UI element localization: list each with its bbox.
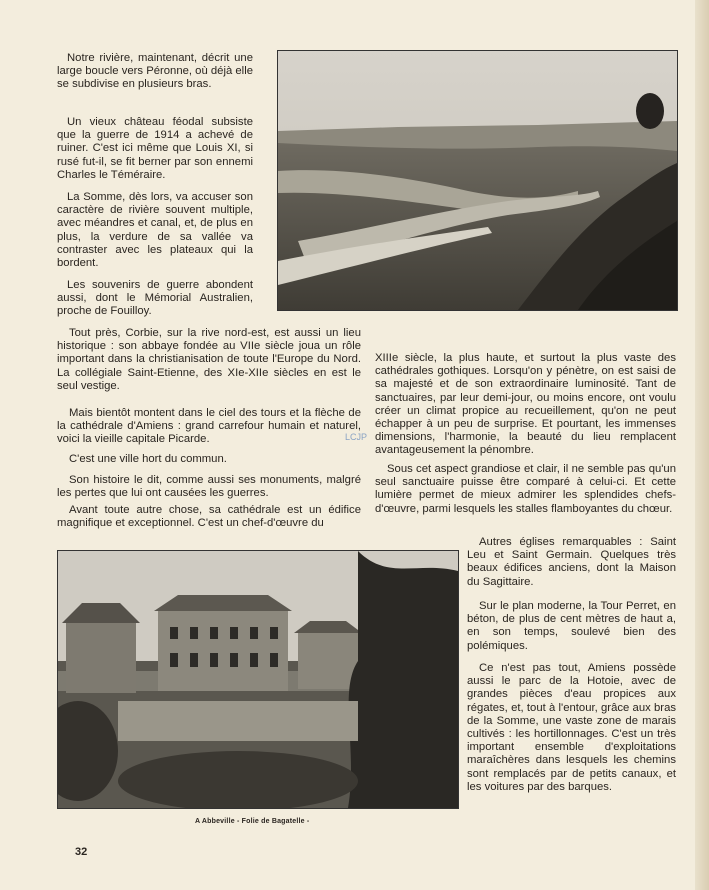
paragraph-tour-perret: Sur le plan moderne, la Tour Perret, en béton, de plus de cent mètres de haut a, en son temps, soulevé bien des polémiques. [467,600,676,652]
paragraph-histoire: Son histoire le dit, comme aussi ses monuments, malgré les pertes que lui ont causées les guerres. [57,474,361,500]
river-landscape-image [278,51,677,310]
paragraph-corbie: Tout près, Corbie, sur la rive nord-est, est aussi un lieu historique : son abbaye fondée au VIIe siècle joua un rôle important dans la christianisation de toute l'Europe du Nord. La collégiale Saint-Etienne, des XIe-XIIe siècles en est le seul vestige. [57,327,361,392]
paragraph-amiens: Mais bientôt montent dans le ciel des tours et la flèche de la cathédrale d'Amiens : grand carrefour humain et naturel, voici la vieille capitale Picarde. [57,407,361,446]
library-stamp: LCJP [345,432,368,442]
paragraph-somme: La Somme, dès lors, va accuser son caractère de rivière souvent multiple, avec méandres et canal, et, de plus en plus, la verdure de sa vallée va contraster avec les plateaux qui la bordent. [57,191,253,270]
paragraph-ville: C'est une ville hort du commun. [69,453,227,465]
paragraph-xiiie: XIIIe siècle, la plus haute, et surtout la plus vaste des cathédrales gothiques. Lorsqu'on y pénètre, on est saisi de sa majesté et de son extraordinaire luminosité. Tant de sanctuaires, par leur demi-jour, ou moins encore, ont voulu créer un climat propice au recueillement, qu'on ne peut échapper à un peu de surprise. Et pourtant, les immenses dimensions, l'harmonie, la beauté du lieu remplacent avantageusement la pénombre. [375,352,676,457]
paragraph-eglises: Autres églises remarquables : Saint Leu et Saint Germain. Quelques très beaux édifices anciens, dont la Maison du Sagittaire. [467,536,676,588]
page-edge [695,0,709,890]
bagatelle-image [58,551,458,808]
paragraph-cathedrale: Avant toute autre chose, sa cathédrale est un édifice magnifique et exceptionnel. C'est un chef-d'œuvre du [57,504,361,530]
paragraph-souvenirs: Les souvenirs de guerre abondent aussi, dont le Mémorial Australien, proche de Fouilloy. [57,279,253,318]
paragraph-chateau: Un vieux château féodal subsiste que la guerre de 1914 a achevé de ruiner. C'est ici même que Louis XI, si rusé fut-il, se fit berner par son ennemi Charles le Téméraire. [57,116,253,181]
bagatelle-photo [57,550,459,809]
photo-caption: A Abbeville - Folie de Bagatelle - [195,818,310,825]
page-number: 32 [75,846,88,858]
paragraph-peronne: Notre rivière, maintenant, décrit une large boucle vers Péronne, où déjà elle se subdivise en plusieurs bras. [57,52,253,91]
river-landscape-photo [277,50,678,311]
paragraph-sanctuaire: Sous cet aspect grandiose et clair, il ne semble pas qu'un seul sanctuaire puisse être comparé à celui-ci. Et cette lumière permet de mieux admirer les splendides chefs-d'œuvre, parmi lesquels les stalles flamboyantes du chœur. [375,463,676,515]
paragraph-hotoie: Ce n'est pas tout, Amiens possède aussi le parc de la Hotoie, avec de grandes pièces d'eau propices aux régates, et, tout à l'entour, grâce aux bras de la Somme, une vaste zone de marais cultivés : les hortillonnages. C'est un très important ensemble d'exploitations maraîchères dans lesquels les chemins sont remplacés par de petits canaux, et les voitures par des barques. [467,662,676,793]
